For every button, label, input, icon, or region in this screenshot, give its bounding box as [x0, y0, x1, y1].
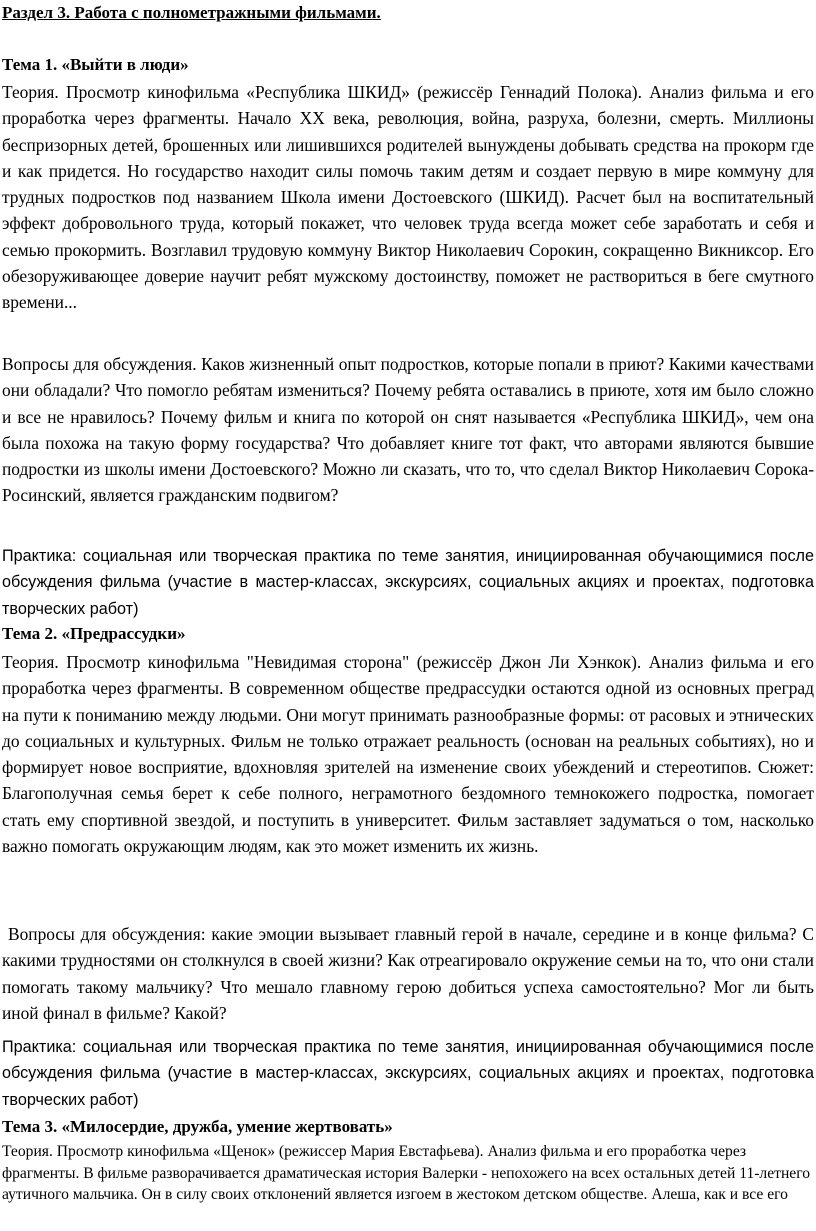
topic-2-questions: Вопросы для обсуждения: какие эмоции вызывает главный герой в начале, середине и в конце фильма? С какими трудностями он столкнулся в своей жизни? Как отреагировало окружение семьи на то, что они стали помогать такому мальчику? Что мешало главному герою добиться успеха самостоятельно? Мог ли быть иной финал в фильме? Какой? [2, 924, 814, 1023]
topic-1-theory: Теория. Просмотр кинофильма «Республика ШКИД» (режиссёр Геннадий Полока). Анализ фильма и его проработка через фрагменты. Начало ХХ века, революция, война, разруха, болезни, смерть. Миллионы беспризорных детей, брошенных или лишившихся родителей вынуждены добывать средства на прокорм где и как придется. Но государство находит силы помочь таким детям и создает первую в мире коммуну для трудных подростков под названием Школа имени Достоевского (ШКИД). Расчет был на воспитательный эффект добровольного труда, который покажет, что человек труда всегда может себе заработать и себя и семью прокормить. Возглавил трудовую коммуну Виктор Николаевич Сорокин, сокращенно Викниксор. Его обезоруживающее доверие научит ребят мужскому достоинству, поможет не раствориться в беге смутного времени... [2, 82, 814, 313]
topic-2-practice: Практика: социальная или творческая практика по теме занятия, инициированная обучающимися после обсуждения фильма (участие в мастер-классах, экскурсиях, социальных акциях и проектах, подготовка творческих работ) [2, 1038, 814, 1109]
section-title: Раздел 3. Работа с полнометражными фильмами. [2, 3, 381, 22]
topic-2-theory: Теория. Просмотр кинофильма "Невидимая сторона" (режиссёр Джон Ли Хэнкок). Анализ фильма и его проработка через фрагменты. В современном обществе предрассудки остаются одной из основных преград на пути к пониманию между людьми. Они могут принимать разнообразные формы: от расовых и этнических до социальных и культурных. Фильм не только отражает реальность (основан на реальных событиях), но и формирует новое восприятие, вдохновляя зрителей на изменение своих убеждений и стереотипов. Сюжет: Благополучная семья берет к себе полного, неграмотного бездомного темнокожего подростка, помогает стать ему спортивной звездой, и поступить в университет. Фильм заставляет задуматься о том, насколько важно помогать окружающим людям, как это может изменить их жизнь. [2, 652, 814, 857]
topic-1-title: Тема 1. «Выйти в люди» [2, 55, 189, 74]
topic-2-title: Тема 2. «Предрассудки» [2, 624, 186, 643]
topic-1-questions: Вопросы для обсуждения. Каков жизненный опыт подростков, которые попали в приют? Какими качествами они обладали? Что помогло ребятам измениться? Почему ребята оставались в приюте, хотя им было сложно и все не нравилось? Почему фильм и книга по которой он снят называется «Республика ШКИД», чем она была похожа на такую форму государства? Что добавляет книге тот факт, что авторами являются бывшие подростки из школы имени Достоевского? Можно ли сказать, что то, что сделал Виктор Николаевич Сорока-Росинский, является гражданским подвигом? [2, 354, 814, 506]
topic-3-theory: Теория. Просмотр кинофильма «Щенок» (режиссер Мария Евстафьева). Анализ фильма и его проработка через фрагменты. В фильме разворачивается драматическая история Валерки - непохожего на всех остальных детей 11-летнего аутичного мальчика. Он в силу своих отклонений является изгоем в жестоком детском обществе. Алеша, как и все его [2, 1143, 811, 1203]
topic-1-practice: Практика: социальная или творческая практика по теме занятия, инициированная обучающимися после обсуждения фильма (участие в мастер-классах, экскурсиях, социальных акциях и проектах, подготовка творческих работ) [2, 547, 814, 618]
topic-3-title: Тема 3. «Милосердие, дружба, умение жертвовать» [2, 1117, 393, 1136]
